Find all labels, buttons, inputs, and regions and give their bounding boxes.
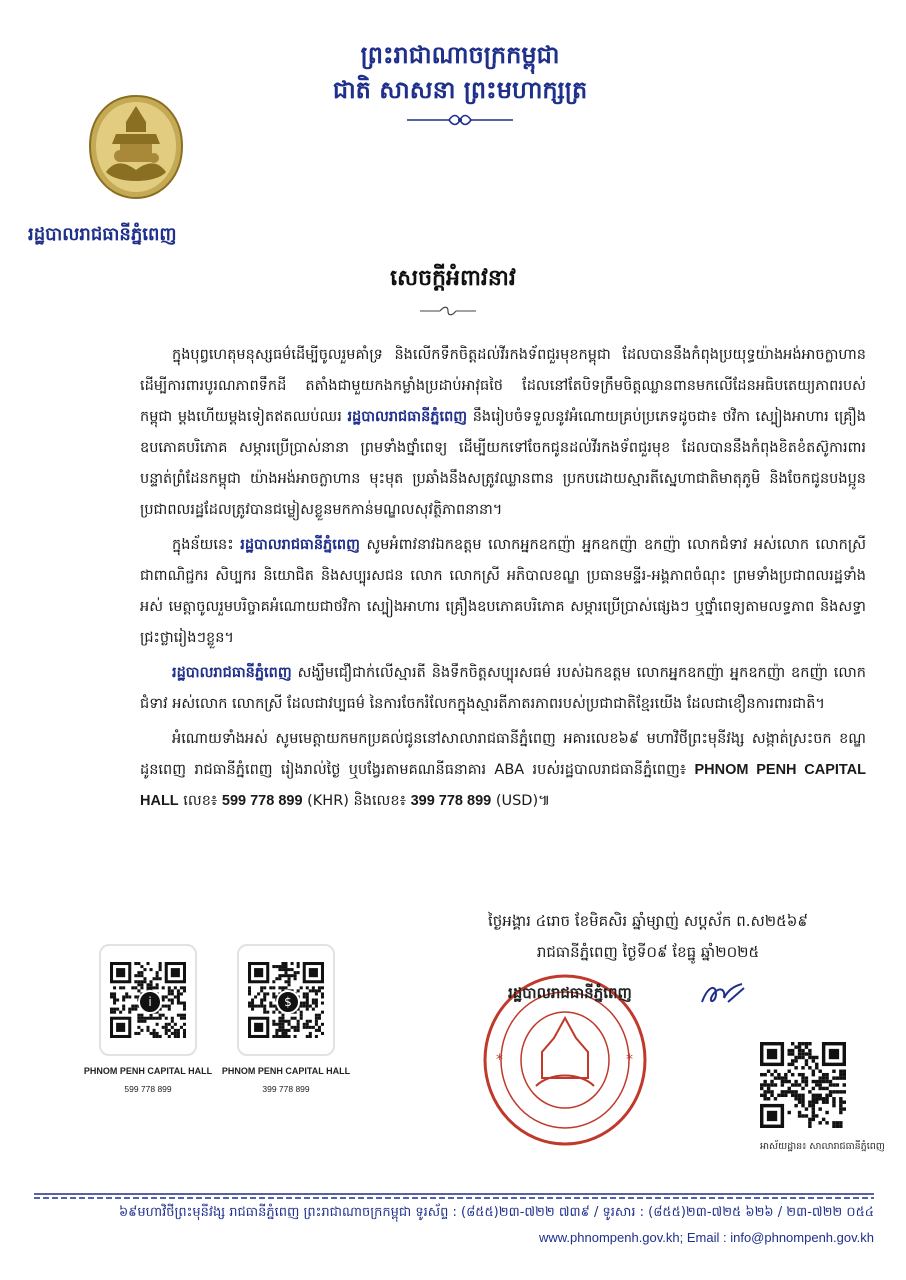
p2-text-pre: ក្នុងន័យនេះ: [172, 537, 234, 553]
riel-icon: i: [138, 990, 162, 1014]
paragraph-4: [140, 724, 866, 817]
lek-label-1: លេខ៖: [183, 793, 218, 809]
qr-code-khr-icon[interactable]: [110, 962, 186, 1038]
account-khr-number: 599 778 899: [221, 793, 303, 809]
account-usd-number: 399 778 899: [410, 793, 492, 809]
paragraph-1: [140, 340, 866, 526]
letter-body: [140, 340, 866, 821]
p1-text-pre: ក្នុងបុព្វហេតុមនុស្សធម៌ដើម្បីចូលរួមគាំទ្រ និងលើកទឹកចិត្តដល់វីរកងទ័ពជួរមុខកម្ពុជា ដែលបាននឹងកំពុងប្រយុទ្ធយ៉ាងអង់អាចក្លាហាន ដើម្បីការពារបូរណភាពទឹកដី តតាំងជាមួយកងកម្លាំងប្រដាប់អាវុធថៃ ដែលនៅតែបិទក្រឹមចិត្តឈ្លានពានមកលើដែនអធិបតេយ្យភាពរបស់កម្ពុជា ម្តងហើយម្តងទៀតឥតឈប់ឈរ: [140, 347, 866, 425]
p3-text-post: សង្ឃឹមជឿជាក់លើស្មារតី និងទឹកចិត្តសប្បុរសធម៌ របស់ឯកឧត្តម លោកអ្នកឧកញ៉ា អ្នកឧកញ៉ា ឧកញ៉ា លោកជំទាវ អស់លោក លោកស្រី ដែលជាវប្បធម៌ នៃការចែករំលែកក្នុងស្មារតីភាតរភាពរបស់ប្រជាជាតិខ្មែរយើង ដែលជាខឿនការពារជាតិ។: [140, 665, 866, 712]
agency-name: រដ្ឋបាលរាជធានីភ្នំពេញ: [28, 224, 177, 245]
p2-text-post: សូមអំពាវនាវឯកឧត្តម លោកអ្នកឧកញ៉ា អ្នកឧកញ៉ា ឧកញ៉ា លោកជំទាវ អស់លោក លោកស្រី ជាពាណិជ្ជករ សិប្បករ និយោជិត និងសប្បុរសជន លោក លោកស្រី អភិបាលខណ្ឌ ប្រធានមន្ទីរ-អង្គភាពចំណុះ ព្រមទាំងប្រជាពលរដ្ឋទាំងអស់ មេត្តាចូលរួមបរិច្ចាគអំណោយជាថវិកា ស្បៀងអាហារ គ្រឿងឧបភោគបរិភោគ សម្ភារប្រើប្រាស់ផ្សេងៗ ឬថ្នាំពេទ្យតាមលទ្ធភាព និងសទ្ធាជ្រះថ្លារៀងៗខ្លួន។: [140, 537, 867, 646]
qr-code-address-icon[interactable]: [760, 1042, 846, 1128]
kingdom-name: ព្រះរាជាណាចក្រកម្ពុជា: [360, 41, 560, 69]
p4-text-pre: អំណោយទាំងអស់ សូមមេត្តាយកមកប្រគល់ជូននៅសាលារាជធានីភ្នំពេញ អគារលេខ៦៩ មហាវិថីព្រះមុនីវង្ស សង្កាត់ស្រះចក ខណ្ឌដូនពេញ រាជធានីភ្នំពេញ រៀងរាល់ថ្ងៃ ឬបង្វែរតាមគណនីធនាគារ ABA របស់រដ្ឋបាលរាជធានីភ្នំពេញ៖: [140, 731, 866, 778]
dollar-icon: $: [276, 990, 300, 1014]
footer-divider: [34, 1192, 874, 1200]
phnom-penh-emblem-icon: [86, 92, 186, 202]
date-block: [428, 906, 868, 968]
address-caption: អាស័យដ្ឋាន៖ សាលារាជធានីភ្នំពេញ: [760, 1141, 885, 1152]
title-divider-icon: [418, 304, 478, 318]
svg-text:*: *: [626, 1052, 633, 1068]
flourish-ornament-icon: [405, 112, 515, 128]
qr-code-usd-icon[interactable]: [248, 962, 324, 1038]
paragraph-2: [140, 530, 866, 654]
qr-frame: [237, 944, 335, 1056]
solar-date: រាជធានីភ្នំពេញ ថ្ងៃទី០៩ ខែធ្នូ ឆ្នាំ២០២៥: [536, 943, 760, 961]
qr-card-usd[interactable]: [206, 944, 366, 1094]
qr-frame: [99, 944, 197, 1056]
and-number-label: និងលេខ៖: [353, 793, 406, 809]
qr-caption-khr: PHNOM PENH CAPITAL HALL: [83, 1066, 213, 1076]
signature-label: រដ្ឋបាលរាជធានីភ្នំពេញ: [508, 984, 632, 1002]
usd-label: (USD)៕: [495, 793, 551, 809]
khr-label: (KHR): [307, 793, 349, 809]
qr-caption-usd: PHNOM PENH CAPITAL HALL: [221, 1066, 351, 1076]
signature-icon: [698, 980, 748, 1010]
footer-web-email: www.phnompenh.gov.kh; Email : info@phnompenh.gov.kh: [538, 1230, 874, 1245]
footer-address: ៦៩មហាវិថីព្រះមុនីវង្ស រាជធានីភ្នំពេញ ព្រះរាជាណាចក្រកម្ពុជា ទូរស័ព្ទ : (៨៥៥)២៣-៧២២ ៧៣៩ / ទូរសារ : (៨៥៥)២៣-៧២៥ ៦២៦ / ២៣-៧២២ ០៥៤: [118, 1205, 874, 1220]
national-motto: ជាតិ សាសនា ព្រះមហាក្សត្រ: [332, 76, 588, 104]
qr-number-usd: 399 778 899: [262, 1084, 310, 1094]
document-title: សេចក្តីអំពាវនាវ: [390, 266, 516, 291]
p2-agency: រដ្ឋបាលរាជធានីភ្នំពេញ: [240, 537, 360, 553]
qr-card-khr[interactable]: [68, 944, 228, 1094]
lunar-date: ថ្ងៃអង្គារ ៤រោច ខែមិគសិរ ឆ្នាំម្សាញ់ សប្តស័ក ព.ស២៥៦៩: [488, 912, 808, 930]
paragraph-3: [140, 658, 866, 720]
qr-pattern-icon: [760, 1042, 846, 1128]
p3-agency: រដ្ឋបាលរាជធានីភ្នំពេញ: [172, 665, 292, 681]
p1-agency: រដ្ឋបាលរាជធានីភ្នំពេញ: [347, 409, 468, 425]
svg-text:*: *: [496, 1052, 503, 1068]
account-name: PHNOM PENH CAPITAL HALL: [140, 762, 867, 809]
kingdom-header: [300, 38, 620, 128]
p1-text-post: នឹងរៀបចំទទួលនូវអំណោយគ្រប់ប្រភេទដូចជា៖ ថវិកា ស្បៀងអាហារ គ្រឿងឧបភោគបរិភោគ សម្ភារប្រើប្រាស់នានា ព្រមទាំងថ្នាំពេទ្យ ដើម្បីយកទៅចែកជូនដល់វីរកងទ័ពជួរមុខ ដែលបាននឹងកំពុងខិតខំតស៊ូការពារបន្ទាត់ព្រំដែនកម្ពុជា យ៉ាងអង់អាចក្លាហាន មុះមុត ប្រឆាំងនឹងសត្រូវឈ្លានពាន ប្រកបដោយស្មារតីស្នេហាជាតិមាតុភូមិ និងចែកជូនបងប្អូនប្រជាពលរដ្ឋដែលត្រូវបានជម្លៀសខ្លួនមកកាន់មណ្ឌលសុវត្ថិភាពនានា។: [140, 409, 867, 518]
qr-number-khr: 599 778 899: [124, 1084, 172, 1094]
